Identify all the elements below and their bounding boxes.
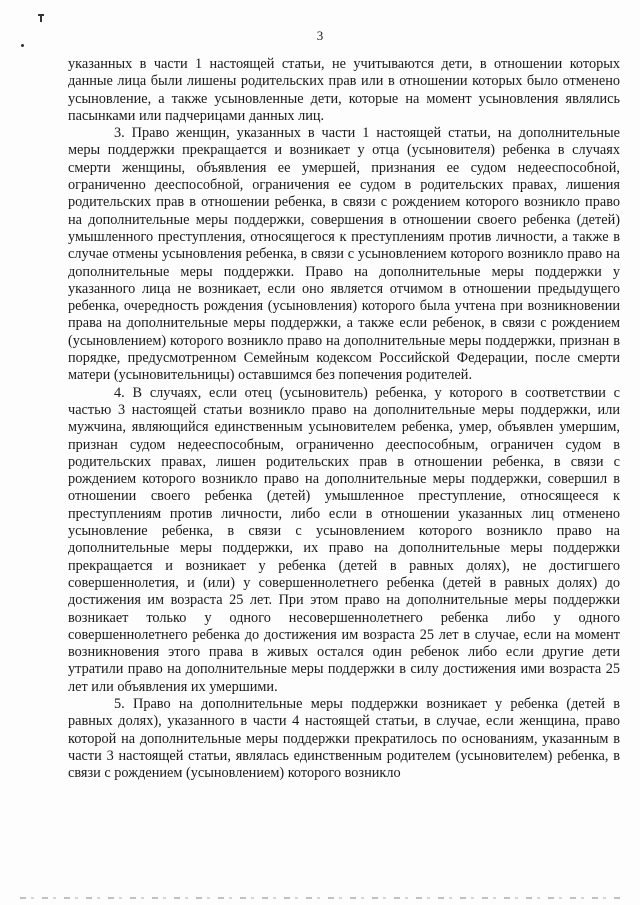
- scan-bottom-edge: [20, 897, 620, 899]
- paragraph-item-5: 5. Право на дополнительные меры поддержки возникает у ребенка (детей в равных долях), указанного в части 4 настоящей статьи, в случае, если женщина, право которой на дополнительные меры поддержки прекратилось по основаниям, указанным в части 3 настоящей статьи, являлась единственным родителем (усыновителем) ребенка, в связи с рождением (усыновлением) которого возникло: [68, 695, 620, 782]
- paragraph-item-4: 4. В случаях, если отец (усыновитель) ребенка, у которого в соответствии с частью 3 настоящей статьи возникло право на дополнительные меры поддержки, или мужчина, являющийся единственным усыновителем ребенка, умер, объявлен умершим, признан судом недееспособным, ограниченно дееспособным, ограничен судом в родительских правах, лишен родительских прав в отношении ребенка, в связи с рождением которого возникло право на дополнительные меры поддержки, совершил в отношении своего ребенка (детей) умышленное преступление, относящееся к преступлениям против личности, либо если в отношении указанных лиц отменено усыновление ребенка, в связи с усыновлением которого возникло право на дополнительные меры поддержки, их право на дополнительные меры поддержки прекращается и возникает у ребенка (детей в равных долях), не достигшего совершеннолетия, и (или) у совершеннолетнего ребенка (детей в равных долях) до достижения им возраста 25 лет. При этом право на дополнительные меры поддержки возникает только у одного несовершеннолетнего ребенка либо у одного совершеннолетнего ребенка до достижения им возраста 25 лет в случае, если на момент возникновения этого права в живых остался один ребенок либо если другие дети утратили право на дополнительные меры поддержки в силу достижения ими возраста 25 лет или объявления их умершими.: [68, 384, 620, 695]
- document-body: [68, 56, 620, 782]
- page-number: 3: [316, 28, 324, 43]
- scan-artifact-mark: [38, 14, 44, 16]
- paragraph-item-3: 3. Право женщин, указанных в части 1 настоящей статьи, на дополнительные меры поддержки прекращается и возникает у отца (усыновителя) ребенка в случаях смерти женщины, объявления ее умершей, признания ее судом недееспособной, ограниченно дееспособной, ограничения ее судом в родительских правах, лишения родительских прав в отношении ребенка, в связи с рождением которого возникло право на дополнительные меры поддержки, совершения в отношении своего ребенка (детей) умышленного преступления, относящегося к преступлениям против личности, а также в случае отмены усыновления ребенка, в связи с усыновлением которого возникло право на дополнительные меры поддержки. Право на дополнительные меры поддержки у указанного лица не возникает, если оно является отчимом в отношении предыдущего ребенка, очередность рождения (усыновления) которого была учтена при возникновении права на дополнительные меры поддержки, а также если ребенок, в связи с рождением (усыновлением) которого возникло право на дополнительные меры поддержки, признан в порядке, предусмотренном Семейным кодексом Российской Федерации, после смерти матери (усыновительницы) оставшимся без попечения родителей.: [68, 125, 620, 384]
- scan-artifact-mark: [21, 44, 24, 47]
- paragraph-continuation: указанных в части 1 настоящей статьи, не учитываются дети, в отношении которых данные лица были лишены родительских прав или в отношении которых было отменено усыновление, а также усыновленные дети, которые на момент усыновления являлись пасынками или падчерицами данных лиц.: [68, 56, 620, 124]
